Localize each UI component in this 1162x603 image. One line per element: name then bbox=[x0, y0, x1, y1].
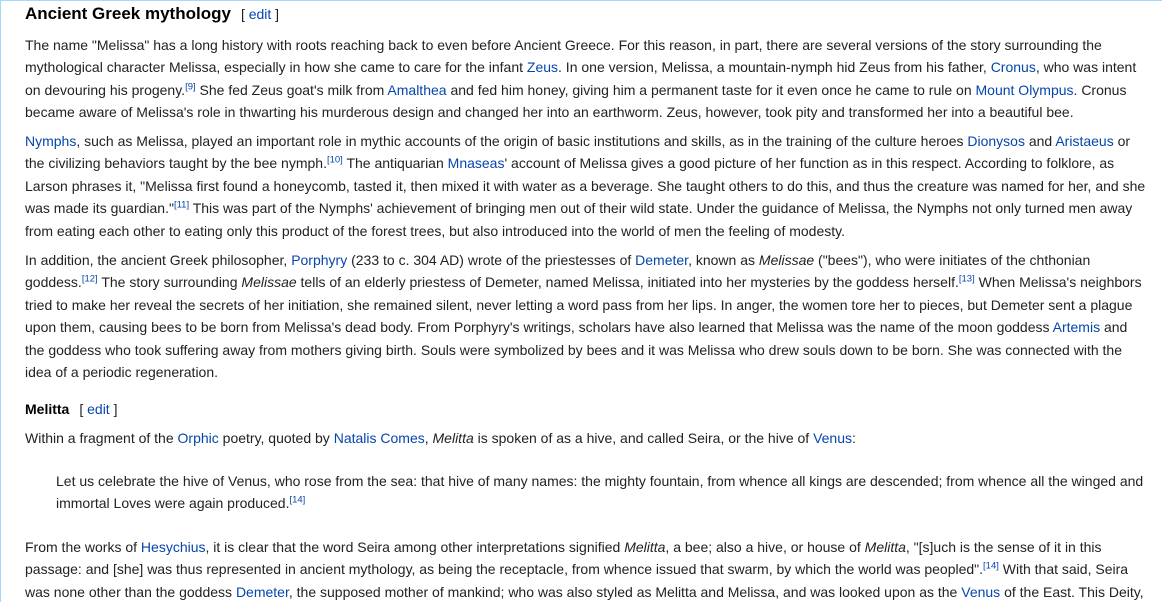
text: and bbox=[1024, 133, 1056, 149]
link-venus[interactable]: Venus bbox=[813, 430, 852, 446]
paragraph-1 bbox=[25, 34, 1150, 124]
section-heading bbox=[25, 4, 279, 24]
reference-sup bbox=[327, 155, 343, 166]
reference-sup bbox=[82, 274, 98, 285]
text: . In one version, Melissa, a mountain-nymph hid Zeus from his father, bbox=[558, 59, 991, 76]
text: , it is clear that the word Seira among other interpretations signified bbox=[205, 539, 625, 555]
paragraph-5 bbox=[25, 536, 1150, 603]
reference-link-14b[interactable]: [14] bbox=[983, 560, 999, 572]
link-hesychius[interactable]: Hesychius bbox=[140, 539, 206, 555]
text: (233 to c. 304 AD) wrote of the priestesses of bbox=[347, 252, 636, 268]
text: ("bees"), who were initiates of the chthonian goddess. bbox=[25, 252, 1091, 291]
subsection-title: Melitta bbox=[25, 401, 70, 417]
text: or the civilizing behaviors taught by the bee nymph. bbox=[25, 133, 1131, 172]
italic-text: Melitta bbox=[864, 539, 906, 555]
text: Within a fragment of the bbox=[25, 430, 178, 446]
link-demeter-2[interactable]: Demeter bbox=[235, 583, 289, 600]
reference-sup bbox=[983, 561, 999, 572]
quote-text: Let us celebrate the hive of Venus, who rose from the sea: that hive of many names: the mighty fountain, from whence all kings are descended; from whence all the winged and immortal Loves were again produced. bbox=[56, 473, 1144, 512]
link-natalis-comes[interactable]: Natalis Comes bbox=[333, 430, 425, 446]
reference-link-9[interactable]: [9] bbox=[185, 81, 196, 93]
text: , who was intent on devouring his progeny. bbox=[25, 59, 1137, 98]
reference-link-14[interactable]: [14] bbox=[289, 494, 306, 506]
text: and the goddess who took suffering away from mothers giving birth. Souls were symbolized by bees and it was Melissa who drew souls down to be born. She was connected with the idea of a periodic regeneration. bbox=[25, 319, 1128, 381]
link-artemis[interactable]: Artemis bbox=[1052, 319, 1101, 336]
content-left-border bbox=[0, 0, 1, 602]
link-orphic[interactable]: Orphic bbox=[177, 430, 219, 446]
link-zeus[interactable]: Zeus bbox=[526, 59, 559, 76]
text: ' account of Melissa gives a good picture of her function as in this respect. According to folklore, as Larson phrases it, "Melissa first found a honeycomb, tasted it, then mixed it with water as a beverage. She taught others to do this, and thus the creature was named for her, and she was made its guardian." bbox=[25, 155, 1146, 217]
text: . Cronus became aware of Melissa's role in thwarting his murderous design and changed her into an earthworm. Zeus, however, took pity and transformed her into a beautiful bee. bbox=[25, 81, 1127, 121]
text: , "[s]uch is the sense of it in this passage: and [she] was thus represented in ancient mythology, as being the receptacle, from whence issued that swarm, by which the world was peopled". bbox=[25, 539, 1102, 578]
text: From the works of bbox=[25, 539, 141, 555]
section-edit-link[interactable]: edit bbox=[248, 6, 272, 22]
text: She fed Zeus goat's milk from bbox=[195, 81, 388, 98]
blockquote bbox=[56, 470, 1150, 515]
top-border bbox=[0, 0, 1162, 1]
text: poetry, quoted by bbox=[218, 430, 334, 446]
link-dionysos[interactable]: Dionysos bbox=[967, 133, 1025, 149]
text: , a bee; also a hive, or house of bbox=[665, 539, 865, 555]
text: and fed him honey, giving him a permanent taste for it even once he came to rule on bbox=[446, 81, 976, 98]
text: , the supposed mother of mankind; who was also styled as Melitta and Melissa, and was looked upon as the bbox=[288, 583, 962, 600]
text: The name "Melissa" has a long history with roots reaching back to even before Ancient Greece. For this reason, in part, there are several versions of the story surrounding the mythological character Melissa, especially in how she came to care for the infant bbox=[25, 37, 1102, 76]
subsection-edit-link[interactable]: edit bbox=[87, 401, 110, 417]
reference-link-12[interactable]: [12] bbox=[81, 273, 98, 285]
italic-text: Melissae bbox=[241, 274, 297, 291]
section-title: Ancient Greek mythology bbox=[25, 4, 231, 23]
link-porphyry[interactable]: Porphyry bbox=[291, 252, 348, 268]
link-amalthea[interactable]: Amalthea bbox=[387, 81, 447, 98]
link-aristaeus[interactable]: Aristaeus bbox=[1055, 133, 1114, 149]
text: In addition, the ancient Greek philosopher, bbox=[25, 252, 292, 268]
reference-link-10[interactable]: [10] bbox=[326, 154, 343, 166]
reference-sup bbox=[174, 200, 189, 211]
italic-text: Melitta bbox=[432, 430, 474, 446]
paragraph-3 bbox=[25, 249, 1150, 383]
text: , such as Melissa, played an important role in mythic accounts of the origin of basic institutions and skills, as in the training of the culture heroes bbox=[76, 133, 968, 149]
subsection-edit: [ edit ] bbox=[79, 401, 118, 417]
italic-text: Melissae bbox=[758, 252, 815, 268]
text: is spoken of as a hive, and called Seira, or the hive of bbox=[473, 430, 814, 446]
link-venus-2[interactable]: Venus bbox=[961, 583, 1001, 600]
reference-link-11[interactable]: [11] bbox=[173, 199, 190, 211]
section-edit: [ edit ] bbox=[240, 6, 280, 22]
reference-link-13[interactable]: [13] bbox=[958, 273, 975, 285]
reference-sup bbox=[959, 274, 975, 285]
text: The story surrounding bbox=[97, 274, 242, 291]
text: of the East. This Deity, bbox=[1000, 583, 1144, 600]
text: : bbox=[852, 430, 856, 446]
link-demeter[interactable]: Demeter bbox=[635, 252, 689, 268]
link-mnaseas[interactable]: Mnaseas bbox=[447, 155, 505, 172]
text: This was part of the Nymphs' achievement of bringing men out of their wild state. Under the guidance of Melissa, the Nymphs not only turned men away from eating each other to eating only this product of the forest trees, but also introduced into the world of men the feeling of modesty. bbox=[25, 200, 1133, 239]
link-nymphs[interactable]: Nymphs bbox=[25, 133, 77, 149]
text: With that said, Seira was none other than the goddess bbox=[25, 561, 1129, 600]
reference-sup bbox=[289, 495, 305, 506]
text: , known as bbox=[688, 252, 759, 268]
reference-sup bbox=[185, 81, 196, 92]
italic-text: Melitta bbox=[624, 539, 666, 555]
link-mount-olympus[interactable]: Mount Olympus bbox=[975, 81, 1074, 98]
text: When Melissa's neighbors tried to make her reveal the secrets of her initiation, she remained silent, never letting a word pass from her lips. In anger, the women tore her to pieces, but Demeter sent a plague upon them, causing bees to be born from Melissa's dead body. From Porphyry's writings, scholars have also learned that Melissa was the name of the moon goddess bbox=[25, 274, 1142, 336]
text: The antiquarian bbox=[342, 155, 448, 172]
paragraph-2 bbox=[25, 130, 1150, 242]
text: , bbox=[424, 430, 433, 446]
paragraph-4 bbox=[25, 427, 1150, 449]
link-cronus[interactable]: Cronus bbox=[990, 59, 1036, 76]
subsection-heading bbox=[25, 401, 117, 417]
text: tells of an elderly priestess of Demeter, named Melissa, initiated into her mysteries by the goddess herself. bbox=[296, 274, 959, 291]
